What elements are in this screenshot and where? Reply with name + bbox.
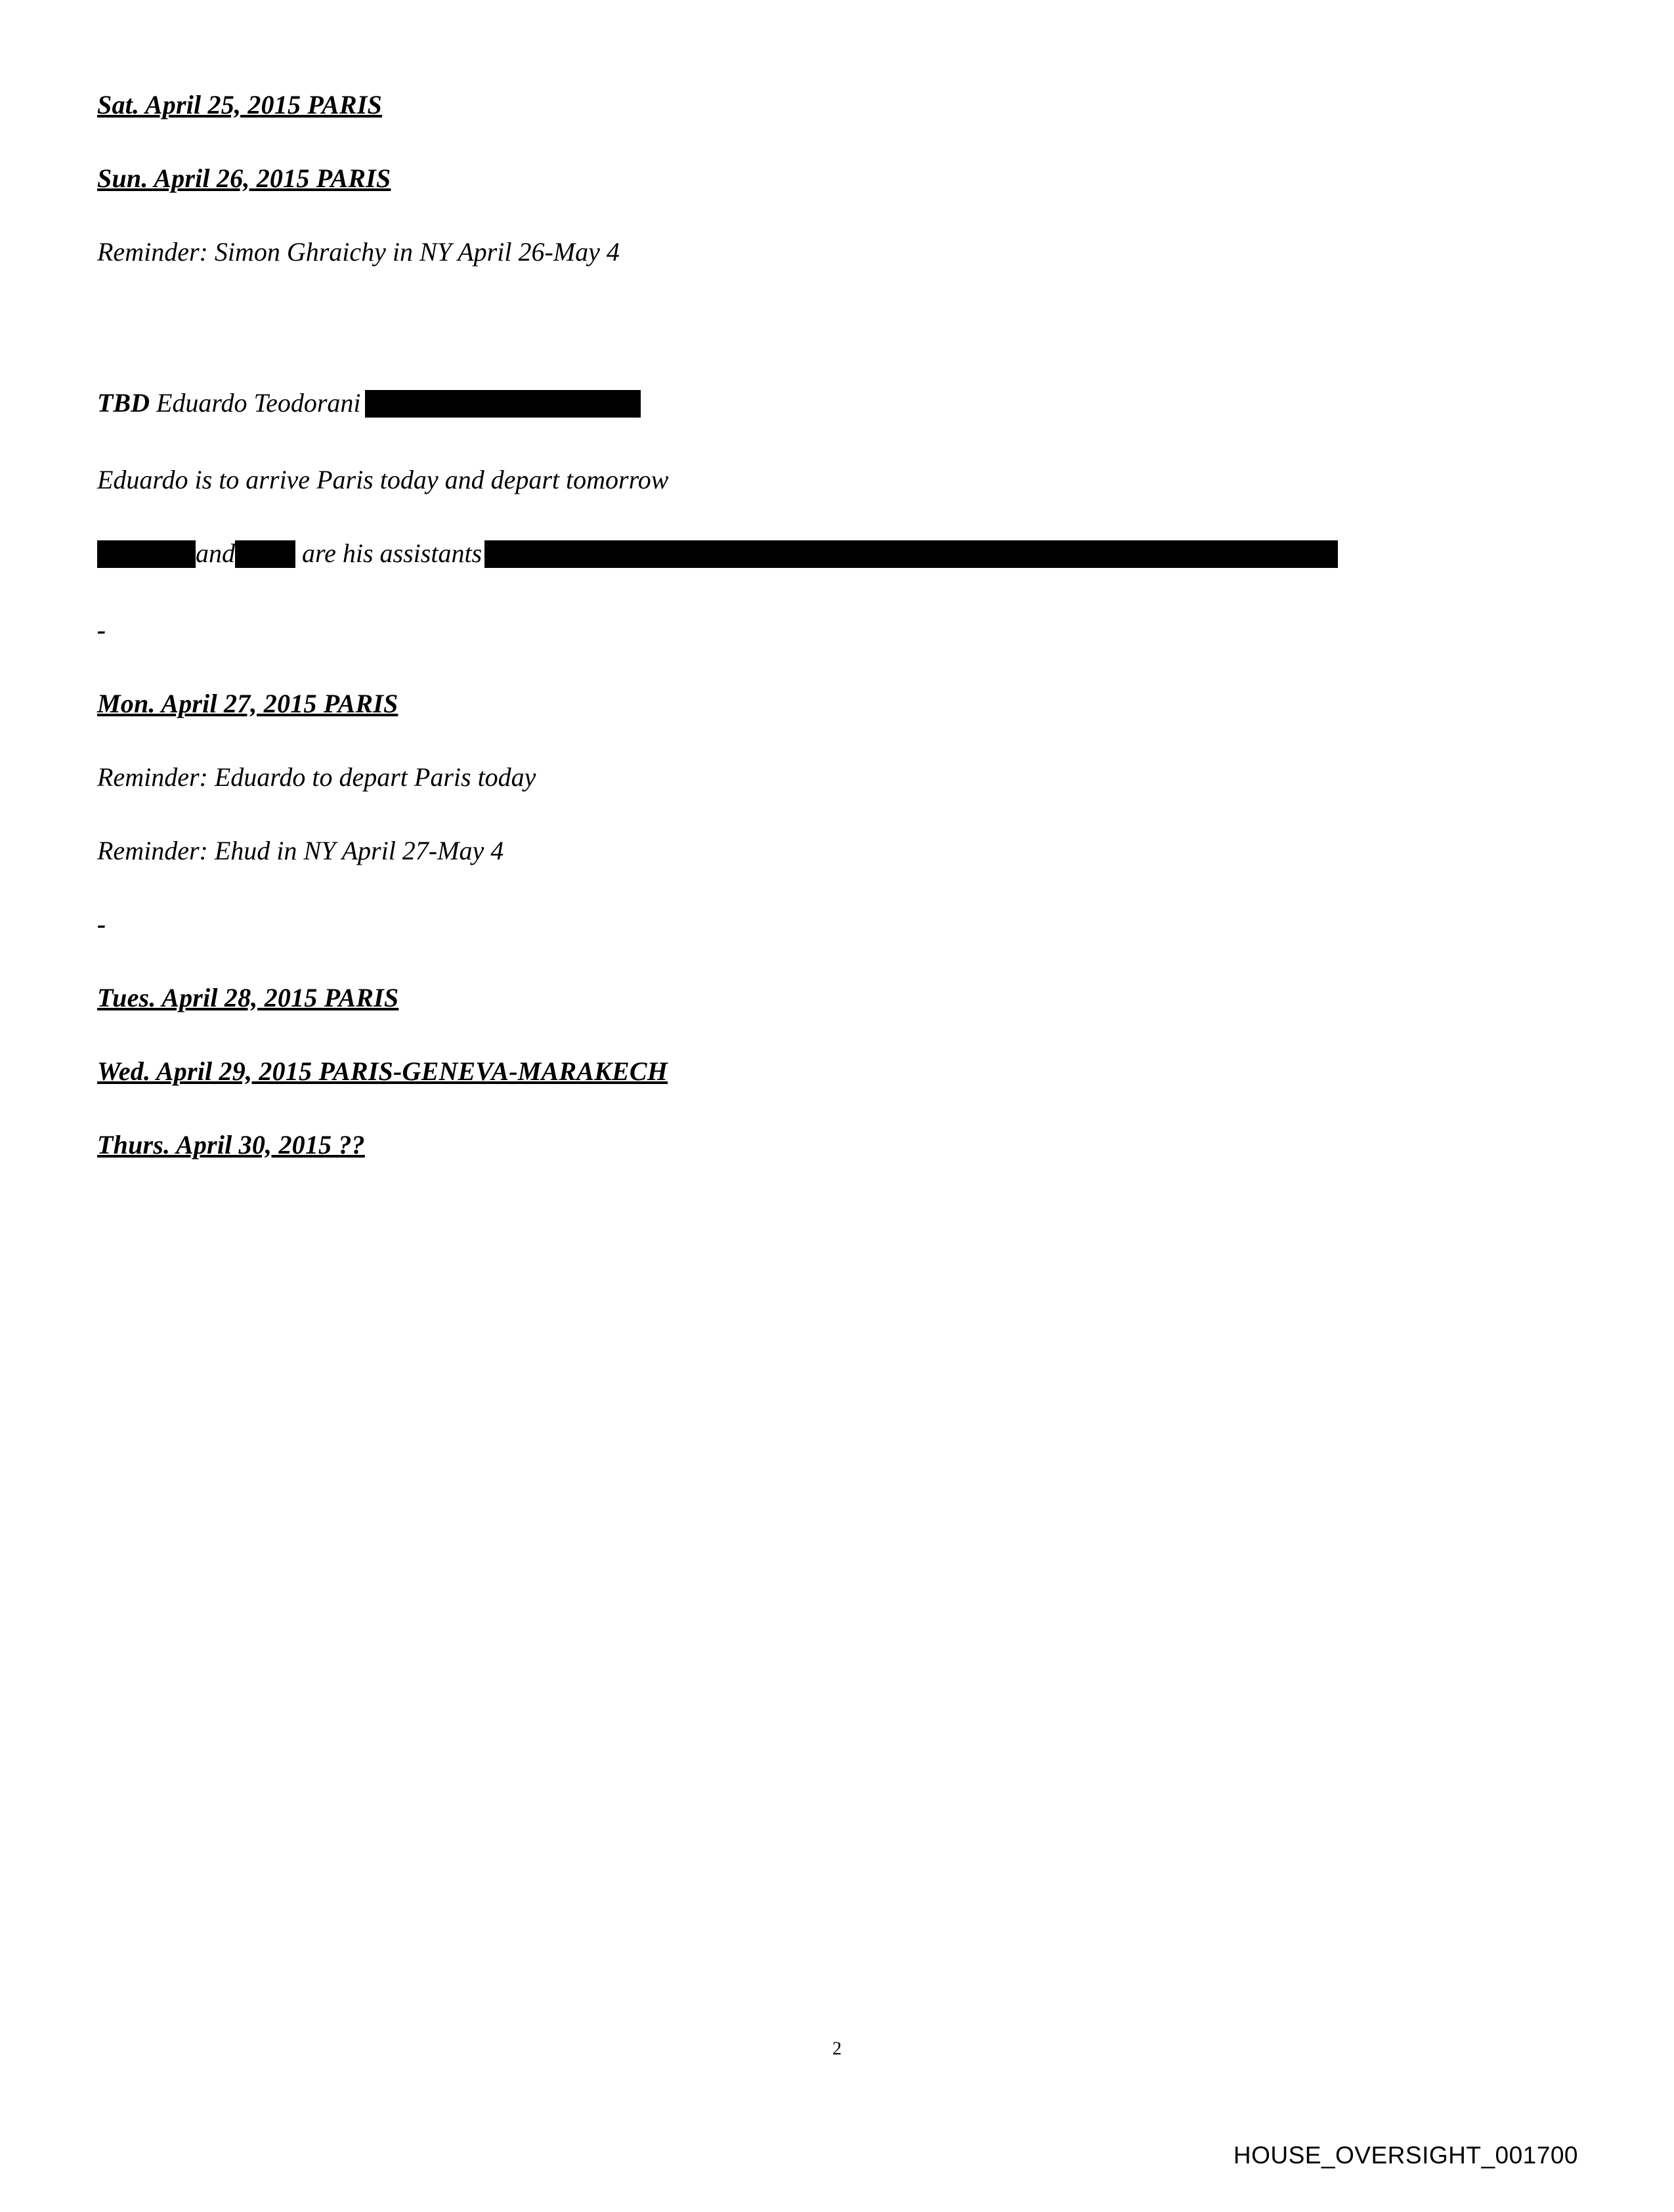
separator-dash-1: - — [97, 615, 106, 645]
document-body — [97, 92, 1528, 1205]
redaction-bar — [97, 540, 196, 568]
redaction-bar — [365, 390, 641, 418]
schedule-heading-apr27: Mon. April 27, 2015 PARIS — [97, 688, 398, 718]
separator-dash-2: - — [97, 909, 106, 939]
tbd-entry-name: Eduardo Teodorani — [156, 388, 361, 418]
bates-stamp: HOUSE_OVERSIGHT_001700 — [1233, 2142, 1578, 2169]
tbd-label: TBD — [97, 388, 150, 418]
redaction-bar — [484, 540, 1338, 568]
assistants-joiner: and — [196, 538, 235, 568]
assistants-text — [295, 538, 302, 568]
schedule-heading-apr26: Sun. April 26, 2015 PARIS — [97, 163, 391, 193]
tbd-entry-eduardo-teodorani — [97, 390, 1528, 420]
schedule-heading-apr25: Sat. April 25, 2015 PARIS — [97, 90, 382, 119]
note-assistants — [97, 540, 1528, 570]
schedule-heading-apr29: Wed. April 29, 2015 PARIS-GENEVA-MARAKECH — [97, 1056, 668, 1086]
assistants-label: are his assistants — [302, 538, 483, 568]
tbd-entry-text — [150, 388, 156, 418]
reminder-simon-ghraichy: Reminder: Simon Ghraichy in NY April 26-May 4 — [97, 237, 620, 267]
redaction-bar — [235, 540, 295, 568]
page-number: 2 — [832, 2039, 842, 2059]
note-eduardo-travel: Eduardo is to arrive Paris today and depart tomorrow — [97, 464, 669, 494]
reminder-ehud-ny: Reminder: Ehud in NY April 27-May 4 — [97, 835, 504, 865]
schedule-heading-apr28: Tues. April 28, 2015 PARIS — [97, 982, 399, 1012]
schedule-heading-apr30: Thurs. April 30, 2015 ?? — [97, 1129, 365, 1160]
reminder-eduardo-depart: Reminder: Eduardo to depart Paris today — [97, 762, 536, 792]
